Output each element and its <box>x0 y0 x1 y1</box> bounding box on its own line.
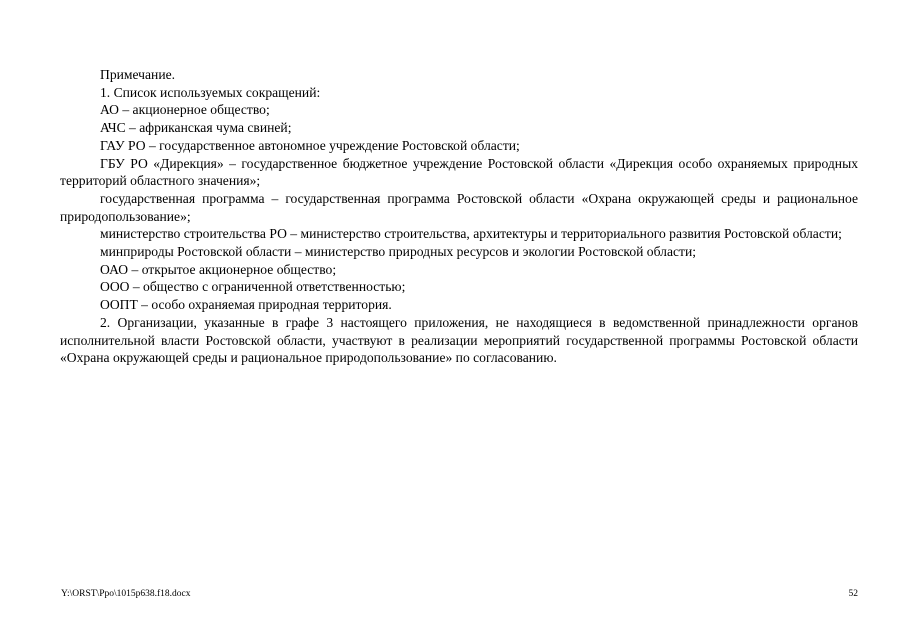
abbreviation-oopt: ООПТ – особо охраняемая природная территория. <box>100 297 392 313</box>
organizations-note: 2. Организации, указанные в графе 3 настоящего приложения, не находящиеся в ведомственной принадлежности органов исполнительной власти Ростовской области, участвуют в реализации мероприятий государственной программы Ростовской области «Охрана окружающей среды и рациональное природопользование» по согласованию. <box>60 314 858 366</box>
abbreviation-construction-ministry: министерство строительства РО – министерство строительства, архитектуры и территориального развития Ростовской области; <box>100 226 842 242</box>
abbreviation-gau-ro: ГАУ РО – государственное автономное учреждение Ростовской области; <box>100 137 520 153</box>
abbreviation-ao: АО – акционерное общество; <box>100 102 270 118</box>
abbreviation-gbu-ro: ГБУ РО «Дирекция» – государственное бюджетное учреждение Ростовской области «Дирекция особо охраняемых природных территорий областного значения»; <box>60 155 858 189</box>
note-section <box>60 66 858 367</box>
abbreviation-achs: АЧС – африканская чума свиней; <box>100 120 292 136</box>
abbreviation-minprirody: минприроды Ростовской области – министерство природных ресурсов и экологии Ростовской области; <box>100 244 697 260</box>
footer-file-path: Y:\ORST\Ppo\1015p638.f18.docx <box>61 589 191 599</box>
footer-page-number: 52 <box>848 589 858 599</box>
abbreviations-heading: 1. Список используемых сокращений: <box>100 84 321 100</box>
note-heading: Примечание. <box>100 67 176 82</box>
abbreviation-oao: ОАО – открытое акционерное общество; <box>100 261 337 277</box>
abbreviation-state-program: государственная программа – государственная программа Ростовской области «Охрана окружающей среды и рациональное природопользование»; <box>60 190 858 224</box>
abbreviation-ooo: ООО – общество с ограниченной ответственностью; <box>100 279 406 295</box>
